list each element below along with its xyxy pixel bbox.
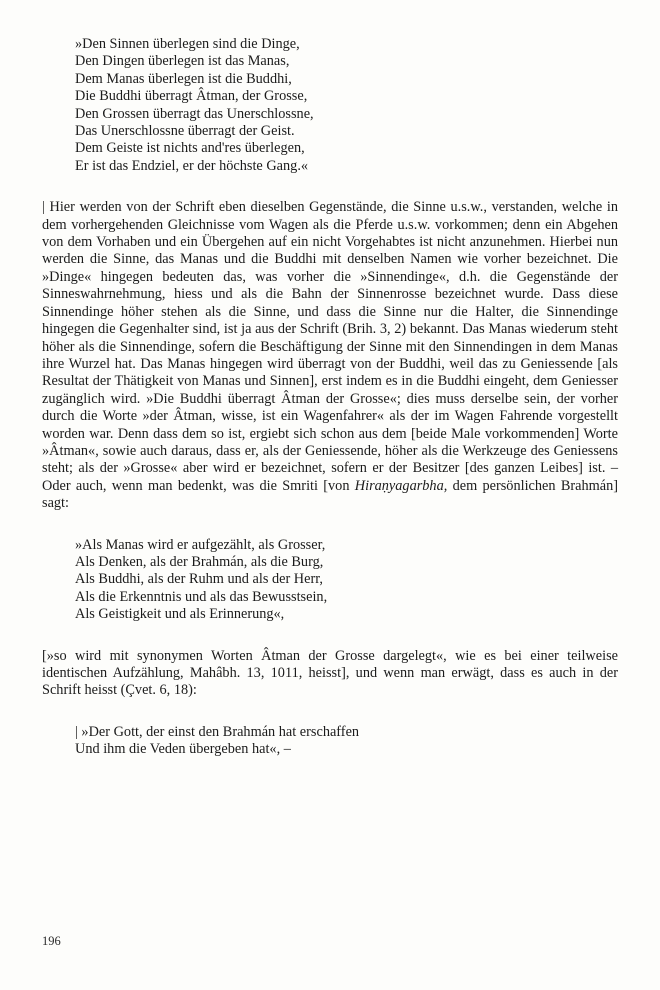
verse-line: Als Denken, als der Brahmán, als die Burg, [75, 553, 324, 570]
verse-block-2 [42, 537, 618, 624]
term-hiranyagarbha: Hiraṇyagarbha, [354, 477, 448, 494]
verse-line: Er ist das Endziel, er der höchste Gang.« [75, 157, 309, 174]
verse-line: Als Buddhi, als der Ruhm und als der Herr, [75, 571, 323, 588]
verse-line: Den Grossen überragt das Unerschlossne, [75, 105, 314, 122]
page-number: 196 [42, 933, 61, 948]
paragraph-text: | Hier werden von der Schrift eben dieselben Gegenstände, die Sinne u.s.w., verstanden, welche in dem vorhergehenden Gleichnisse vom Wagen als die Pferde u.s.w. vorkommen; denn ein Abgehen von dem Vorhaben und ein Übergehen auf ein nicht Vorgehabtes ist nicht anzunehmen. Hierbei nun werden die Sinne, das Manas und die Buddhi mit denselben Namen wie vorher bezeichnet. Die »Dinge« hingegen bedeuten das, was vorher die »Sinnendinge«, d.h. die Gegenstände der Sinneswahrnehmung, hiess und als die Bahn der Sinnenrosse bezeichnet wurde. Dass diese Sinnendinge höher stehen als die Sinne, und dass die Sinne nur die Halter, die Sinnendinge hingegen die Gegenhalter sind, ist ja aus der Schrift (Brih. 3, 2) bekannt. Das Manas wiederum steht höher als die Sinnendinge, sofern die Beschäftigung der Sinne mit den Sinnendingen in dem Manas ihre Wurzel hat. Das Manas hingegen wird überragt von der Buddhi, weil das zu Geniessende [als Resultat der Thätigkeit von Manas und Sinnen], erst indem es in die Buddhi eingeht, dem Geniesser zugänglich wird. »Die Buddhi überragt Âtman der Grosse«; dies muss derselbe sein, der vorher durch die Worte »der Âtman, wisse, ist ein Wagenfahrer« als der im Wagen Fahrende vorgestellt worden war. Denn dass dem so ist, ergiebt sich schon aus dem [beide Male vorkommenden] Worte »Âtman«, sowie auch daraus, dass er, als der Geniessende, höher als die Werkzeuge des Geniessens steht; als der »Grosse« aber wird er bezeichnet, sofern er der Besitzer [des ganzen Leibes] ist. – Oder auch, wenn man bedenkt, was die Smriti [von [42, 199, 618, 494]
verse-line: Als die Erkenntnis und als das Bewusstsein, [75, 588, 328, 605]
verse-block-3 [42, 724, 618, 759]
verse-line: »Als Manas wird er aufgezählt, als Grosser, [75, 536, 326, 553]
verse-line: Dem Geiste ist nichts and'res überlegen, [75, 140, 305, 157]
paragraph-text: dem persönlichen Brahmán] sagt: [42, 477, 618, 512]
verse-block-1 [42, 36, 618, 175]
verse-line: Die Buddhi überragt Âtman, der Grosse, [75, 88, 308, 105]
verse-line: | »Der Gott, der einst den Brahmán hat erschaffen [75, 723, 360, 740]
verse-line: Und ihm die Veden übergeben hat«, – [75, 741, 291, 758]
verse-line: Den Dingen überlegen ist das Manas, [75, 53, 290, 70]
verse-line: Als Geistigkeit und als Erinnerung«, [75, 606, 285, 623]
paragraph-closing: [»so wird mit synonymen Worten Âtman der Grosse dargelegt«, wie es bei einer teilweise identischen Aufzählung, Mahâbh. 13, 1011, heisst], und wenn man erwägt, dass es auch in der Schrift heisst (Çvet. 6, 18): [42, 647, 618, 699]
verse-line: Das Unerschlossne überragt der Geist. [75, 123, 295, 140]
verse-line: »Den Sinnen überlegen sind die Dinge, [75, 36, 300, 52]
paragraph-commentary [42, 199, 618, 512]
verse-line: Dem Manas überlegen ist die Buddhi, [75, 70, 292, 87]
